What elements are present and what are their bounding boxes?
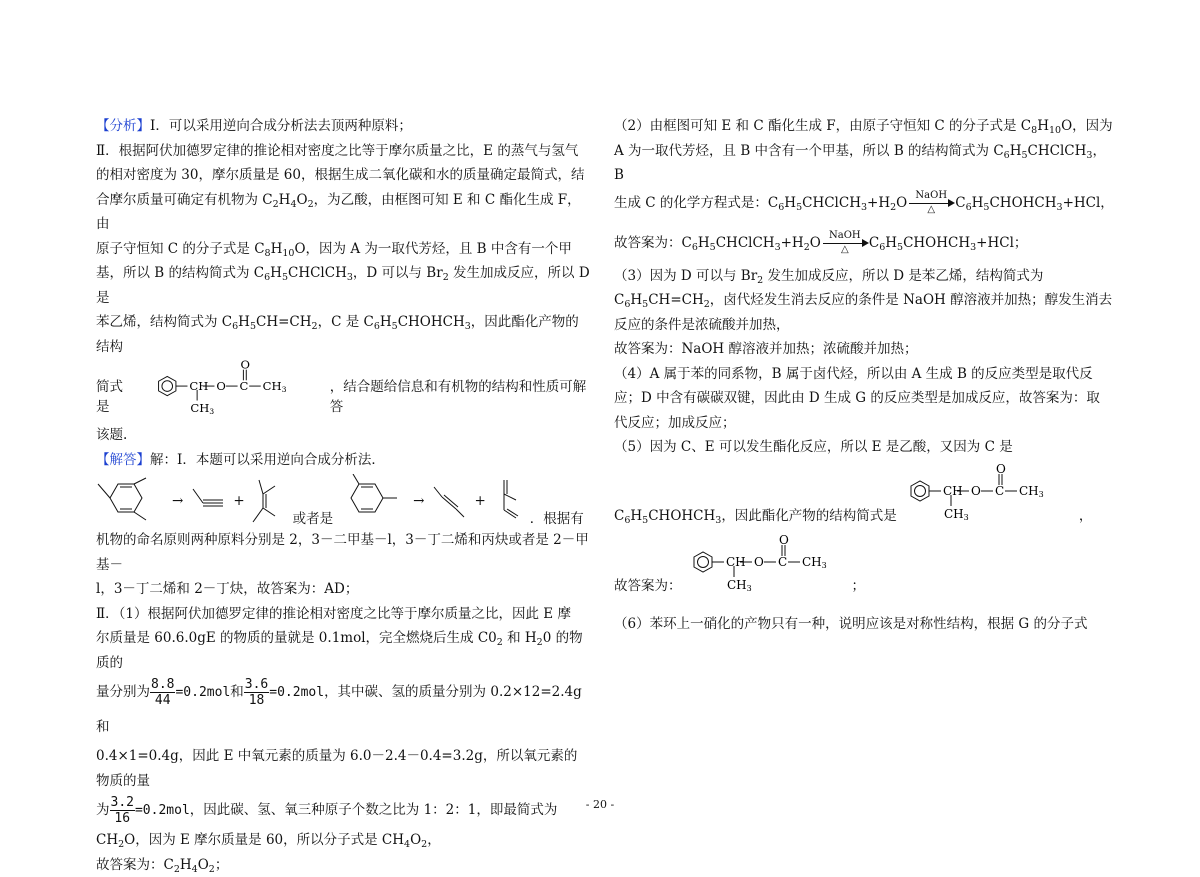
q5-answer: 故答案为： CH CH3 O C O CH3 ； [614, 532, 1114, 596]
reaction-arrow: NaOH △ [907, 194, 955, 212]
svg-text:C: C [239, 379, 248, 393]
svg-text:O: O [216, 379, 225, 393]
right-column [614, 114, 1114, 636]
dimethylcyclohexadiene-structure [96, 476, 166, 526]
fraction-h2o: $\frac{3.6}{18}$ [244, 677, 269, 708]
answer-line-4: Ⅱ．（1）根据阿伏加德罗定律的推论相对密度之比等于摩尔质量之比，因此 E 摩 [96, 602, 590, 627]
svg-text:O: O [240, 359, 249, 372]
analysis-line-6: 基，所以 B 的结构简式为 $C_6H_5CHClCH_3$，D 可以与 $Br_2$ 发生加成反应，所以 D 是 [96, 261, 590, 310]
svg-text:CH3: CH3 [1019, 484, 1044, 499]
analysis-line-4: 合摩尔质量可确定有机物为 $C_2H_4O_2$，为乙酸，由框图可知 E 和 C 酯化生成 F，由 [96, 188, 590, 237]
analysis-line-7: 苯乙烯，结构简式为 $C_6H_5CH=CH_2$，C 是 $C_6H_5CHOHCH_3$，因此酯化产物的结构 [96, 310, 590, 359]
analysis-line-2: Ⅱ．根据阿伏加德罗定律的推论相对密度之比等于摩尔质量之比，E 的蒸气与氢气 [96, 139, 590, 164]
q3-answer: 故答案为：NaOH 醇溶液并加热；浓硫酸并加热； [614, 337, 1114, 362]
methylcyclohexadiene-structure [337, 474, 407, 528]
dimethylbutadiene-structure [249, 476, 289, 526]
svg-text:O: O [996, 462, 1006, 476]
answer-line-2: 机物的命名原则两种原料分别是 2，3－二甲基－l，3－丁二烯和丙炔或者是 2－甲基－ [96, 528, 590, 577]
reaction-arrow: NaOH △ [821, 234, 869, 252]
q6-line-1: （6）苯环上一硝化的产物只有一种，说明应该是对称性结构，根据 G 的分子式 [614, 612, 1114, 637]
q2-line-1: （2）由框图可知 E 和 C 酯化生成 F，由原子守恒知 C 的分子式是 $C_8H_{10}O$，因为 [614, 114, 1114, 139]
answer-line-6: 量分别为 $\frac{8.8}{44}$ =0.2mol和 $\frac{3.6}{18}$ =0.2mol，其中碳、氢的质量分别为 0.2×12=2.4g 和 [96, 675, 590, 744]
page-number: - 20 - [0, 798, 1200, 811]
answer-line-3: l，3－丁二烯和 2－丁炔，故答案为：AD； [96, 577, 590, 602]
q4-line-3: 代反应；加成反应； [614, 411, 1114, 436]
answer-line-5: 尔质量是 60.6.0gE 的物质的量就是 0.1mol，完全燃烧后生成 $C0_2$ 和 $H_20$ 的物质的 [96, 626, 590, 675]
answer-line-1: 【解答】解：Ⅰ．本题可以采用逆向合成分析法． [96, 448, 590, 473]
analysis-tag: 【分析】 [96, 118, 150, 134]
svg-text:O: O [971, 484, 981, 498]
analysis-line-3: 的相对密度为 30，摩尔质量是 60，根据生成二氧化碳和水的质量确定最简式，结 [96, 163, 590, 188]
analysis-line-1: 【分析】Ⅰ．可以采用逆向合成分析法去顶两种原料； [96, 114, 590, 139]
q5-line-1: （5）因为 C、E 可以发生酯化反应，所以 E 是乙酸，又因为 C 是 [614, 435, 1114, 460]
q2-equation: 生成 C 的化学方程式是：$C_6H_5CHClCH_3+H_2O$ NaOH △ $C_6H_5CHOHCH_3+HCl$， [614, 188, 1114, 218]
answer-line-10: 故答案为：$C_2H_4O_2$； [96, 853, 590, 877]
svg-text:CH: CH [189, 379, 208, 393]
methylbutadiene-structure [490, 476, 530, 526]
q4-line-2: 应；D 中含有碳碳双键，因此由 D 生成 G 的反应类型是加成反应，故答案为：取 [614, 386, 1114, 411]
svg-text:C: C [778, 555, 787, 569]
left-column [96, 114, 590, 877]
propyne-structure [189, 481, 229, 521]
q2-answer: 故答案为：$C_6H_5CHClCH_3+H_2O$ NaOH △ $C_6H_5CHOHCH_3+HCl$； [614, 228, 1114, 258]
svg-text:CH: CH [726, 555, 746, 569]
retrosynthesis-scheme: → + 或者是 → + ．根据有 [96, 474, 590, 528]
svg-text:CH3: CH3 [727, 578, 752, 593]
q2-line-2: A 为一取代芳烃，且 B 中含有一个甲基，所以 B 的结构简式为 $C_6H_5CHClCH_3$，B [614, 139, 1114, 188]
answer-line-9: $CH_2O$，因为 E 摩尔质量是 60，所以分子式是 $CH_4O_2$， [96, 828, 590, 853]
ester-structure-3 [682, 533, 842, 595]
ester-structure-1 [147, 359, 301, 417]
q3-line-2: $C_6H_5CH=CH_2$，卤代烃发生消去反应的条件是 NaOH 醇溶液并加热；醇发生消去 [614, 288, 1114, 313]
q3-line-1: （3）因为 D 可以与 $Br_2$ 发生加成反应，所以 D 是苯乙烯，结构简式为 [614, 264, 1114, 289]
q3-line-3: 反应的条件是浓硫酸并加热， [614, 313, 1114, 338]
fraction-co2: $\frac{8.8}{44}$ [150, 677, 175, 708]
analysis-line-8: 简式是 CH CH3 O C O CH3 ，结合题给信息和有机物的结构和性质可解答 [96, 359, 590, 417]
svg-text:CH: CH [943, 484, 963, 498]
analysis-line-9: 该题. [96, 423, 590, 448]
ester-structure-2 [899, 462, 1059, 524]
answer-line-8: 为 $\frac{3.2}{16}$ =0.2mol，因此碳、氢、氧三种原子个数之比为 1：2：1，即最简式为 [96, 793, 590, 828]
analysis-line-5: 原子守恒知 C 的分子式是 $C_8H_{10}O$，因为 A 为一取代芳烃，且 B 中含有一个甲 [96, 237, 590, 262]
svg-text:O: O [779, 533, 789, 547]
svg-text:CH3: CH3 [190, 401, 214, 416]
answer-line-7: 0.4×1=0.4g，因此 E 中氧元素的质量为 6.0－2.4－0.4=3.2g，所以氧元素的物质的量 [96, 744, 590, 793]
answer-tag: 【解答】 [96, 452, 150, 468]
svg-text:CH3: CH3 [944, 507, 969, 522]
q4-line-1: （4）A 属于苯的同系物，B 属于卤代烃，所以由 A 生成 B 的反应类型是取代反 [614, 362, 1114, 387]
q5-line-2: $C_6H_5CHOHCH_3$，因此酯化产物的结构简式是 CH CH3 O C O CH3 ， [614, 460, 1114, 526]
svg-text:CH3: CH3 [262, 379, 286, 394]
butyne-structure [430, 481, 470, 521]
svg-text:O: O [754, 555, 764, 569]
svg-text:CH3: CH3 [802, 555, 827, 570]
fraction-oxygen: $\frac{3.2}{16}$ [110, 795, 135, 826]
svg-text:C: C [995, 484, 1004, 498]
